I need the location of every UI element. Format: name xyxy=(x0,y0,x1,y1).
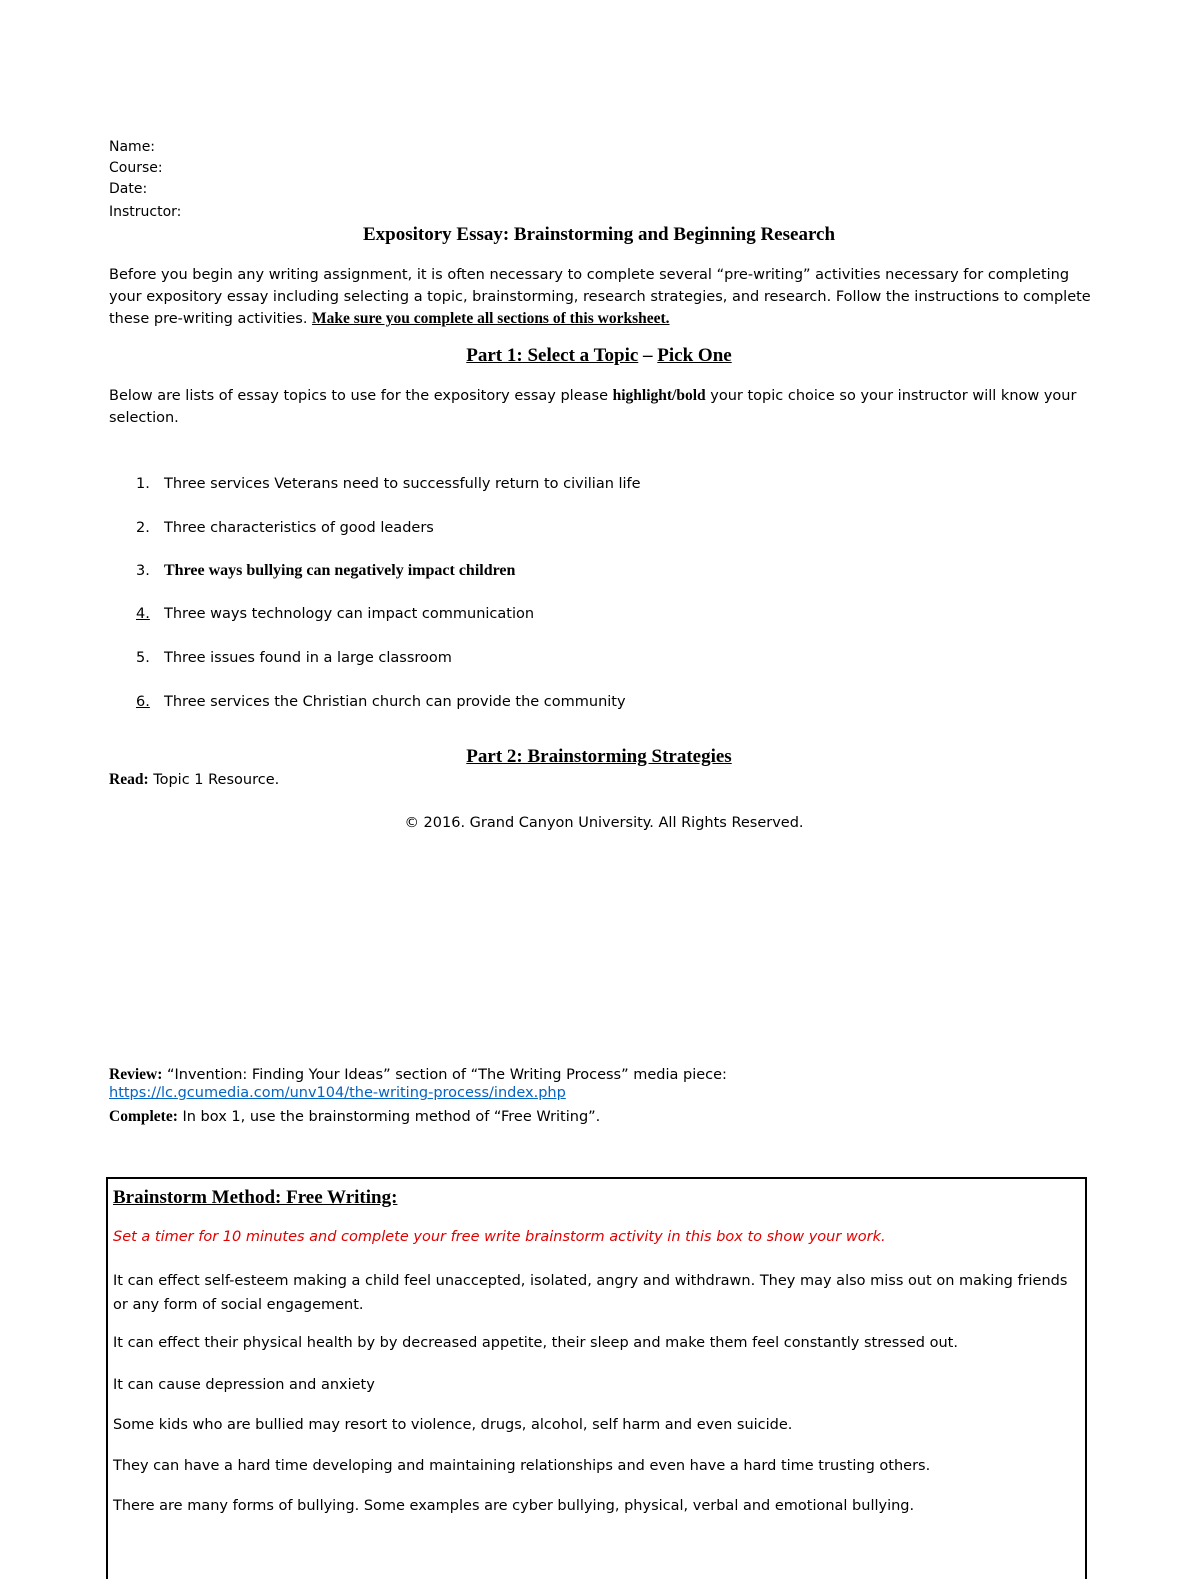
brainstorm-paragraph: There are many forms of bullying. Some examples are cyber bullying, physical, verbal and emotional bullying. xyxy=(113,1498,915,1514)
topic-text: Three issues found in a large classroom xyxy=(164,650,452,666)
part1-instructions xyxy=(109,385,1099,429)
read-line xyxy=(109,771,279,789)
topic-number: 2. xyxy=(136,520,150,536)
topic-number: 1. xyxy=(136,476,150,492)
complete-line xyxy=(109,1106,600,1128)
topic-item xyxy=(136,474,641,494)
instructor-label: Instructor: xyxy=(109,204,182,220)
intro-text: Before you begin any writing assignment, it is often necessary to complete several “pre-writing” activities necessary for completing your expository essay including selecting a topic, brainstorming, research strategies, and research. Follow the instructions to complete these pre-writing activities. xyxy=(109,267,1091,327)
brainstorm-paragraph: It can effect their physical health by by decreased appetite, their sleep and make them feel constantly stressed out. xyxy=(113,1335,958,1351)
part1-heading-main: Part 1: Select a Topic xyxy=(466,345,639,366)
topic-item xyxy=(136,518,434,538)
topic-number: 3. xyxy=(136,563,150,579)
part1-heading-sep: – xyxy=(638,345,658,366)
topic-item xyxy=(136,604,534,624)
review-line xyxy=(109,1064,727,1086)
intro-paragraph xyxy=(109,264,1099,330)
part1-text-bold: highlight/bold xyxy=(612,387,706,404)
box-instruction: Set a timer for 10 minutes and complete your free write brainstorm activity in this box to show your work. xyxy=(113,1229,886,1245)
topic-item-selected xyxy=(136,561,515,581)
name-label: Name: xyxy=(109,139,156,155)
read-label: Read: xyxy=(109,771,149,788)
topic-text: Three ways technology can impact communication xyxy=(164,606,535,622)
writing-process-link[interactable]: https://lc.gcumedia.com/unv104/the-writing-process/index.php xyxy=(109,1085,566,1101)
free-writing-box[interactable] xyxy=(106,1177,1087,1579)
topic-text: Three characteristics of good leaders xyxy=(164,520,434,536)
brainstorm-paragraph: Some kids who are bullied may resort to violence, drugs, alcohol, self harm and even suicide. xyxy=(113,1417,793,1433)
topic-number: 6. xyxy=(136,694,150,710)
part1-text-after: your topic choice so your instructor will know your selection. xyxy=(109,388,1077,426)
intro-emphasis: Make sure you complete all sections of this worksheet. xyxy=(312,310,670,327)
brainstorm-paragraph: They can have a hard time developing and maintaining relationships and even have a hard time trusting others. xyxy=(113,1458,931,1474)
copyright-notice: © 2016. Grand Canyon University. All Rights Reserved. xyxy=(404,815,804,831)
box-title: Brainstorm Method: Free Writing: xyxy=(113,1187,398,1208)
topic-number: 4. xyxy=(136,606,150,622)
read-text: Topic 1 Resource. xyxy=(148,772,280,788)
review-text: “Invention: Finding Your Ideas” section of “The Writing Process” media piece: xyxy=(162,1067,727,1083)
part1-heading xyxy=(109,345,1089,367)
topic-item xyxy=(136,692,626,712)
course-label: Course: xyxy=(109,160,163,176)
topic-text: Three services the Christian church can provide the community xyxy=(164,694,626,710)
document-title: Expository Essay: Brainstorming and Beginning Research xyxy=(362,224,836,245)
brainstorm-paragraph: It can cause depression and anxiety xyxy=(113,1377,375,1393)
complete-label: Complete: xyxy=(109,1108,178,1125)
complete-text: In box 1, use the brainstorming method of “Free Writing”. xyxy=(177,1109,601,1125)
topic-text: Three services Veterans need to successfully return to civilian life xyxy=(164,476,641,492)
date-label: Date: xyxy=(109,181,148,197)
part1-text-before: Below are lists of essay topics to use for the expository essay please xyxy=(109,388,613,404)
topic-number: 5. xyxy=(136,650,150,666)
topic-text: Three ways bullying can negatively impact children xyxy=(164,562,516,579)
part2-heading: Part 2: Brainstorming Strategies xyxy=(466,746,732,767)
brainstorm-paragraph: It can effect self-esteem making a child feel unaccepted, isolated, angry and withdrawn. They may also miss out on making friends or any form of social engagement. xyxy=(113,1273,1068,1313)
part1-heading-sub: Pick One xyxy=(657,345,732,366)
review-label: Review: xyxy=(109,1066,163,1083)
topic-item xyxy=(136,648,452,668)
